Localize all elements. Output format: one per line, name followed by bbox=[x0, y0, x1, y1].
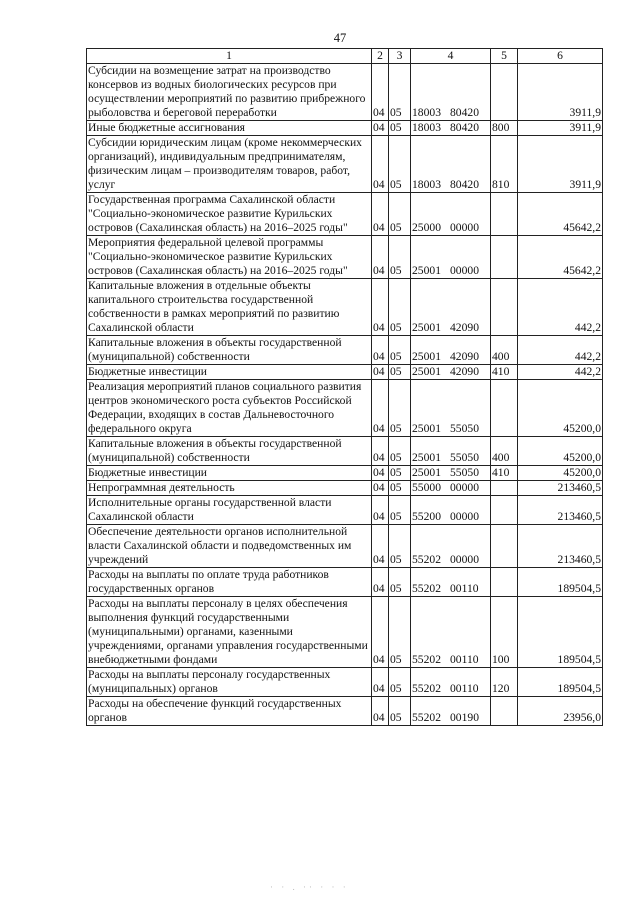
section-code: 04 bbox=[372, 365, 389, 380]
table-row bbox=[87, 136, 603, 193]
target-article-part2: 55050 bbox=[450, 422, 479, 435]
target-article-code bbox=[411, 525, 491, 568]
section-code: 04 bbox=[372, 496, 389, 525]
expense-type-code: 120 bbox=[491, 668, 518, 697]
row-name: Расходы на выплаты персоналу в целях обеспечения выполнения функций государственными (муниципальными) органами, казенными учреждениями, органами управления государственными внебюджетными фондами bbox=[87, 597, 372, 668]
subsection-code: 05 bbox=[389, 525, 411, 568]
target-article-code bbox=[411, 597, 491, 668]
amount: 189504,5 bbox=[518, 597, 603, 668]
target-article-code bbox=[411, 136, 491, 193]
row-name: Бюджетные инвестиции bbox=[87, 365, 372, 380]
target-article-code bbox=[411, 380, 491, 437]
subsection-code: 05 bbox=[389, 279, 411, 336]
target-article-part1: 25001 bbox=[412, 321, 441, 334]
amount: 45642,2 bbox=[518, 236, 603, 279]
target-article-part1: 55202 bbox=[412, 653, 441, 666]
section-code: 04 bbox=[372, 668, 389, 697]
expense-type-code bbox=[491, 525, 518, 568]
table-row bbox=[87, 236, 603, 279]
amount: 3911,9 bbox=[518, 136, 603, 193]
expense-type-code: 400 bbox=[491, 437, 518, 466]
row-name: Обеспечение деятельности органов исполнительной власти Сахалинской области и подведомственных им учреждений bbox=[87, 525, 372, 568]
subsection-code: 05 bbox=[389, 236, 411, 279]
target-article-part2: 55050 bbox=[450, 451, 479, 464]
target-article-part1: 55202 bbox=[412, 682, 441, 695]
target-article-part1: 25001 bbox=[412, 264, 441, 277]
row-name: Бюджетные инвестиции bbox=[87, 466, 372, 481]
column-header: 1 bbox=[87, 49, 372, 64]
subsection-code: 05 bbox=[389, 437, 411, 466]
amount: 45642,2 bbox=[518, 193, 603, 236]
target-article-part1: 18003 bbox=[412, 178, 441, 191]
section-code: 04 bbox=[372, 525, 389, 568]
expense-type-code bbox=[491, 568, 518, 597]
subsection-code: 05 bbox=[389, 568, 411, 597]
target-article-part2: 00000 bbox=[450, 264, 479, 277]
table-row bbox=[87, 365, 603, 380]
row-name: Капитальные вложения в отдельные объекты капитального строительства государственной собственности в рамках мероприятий по развитию Сахалинской области bbox=[87, 279, 372, 336]
column-header: 4 bbox=[411, 49, 491, 64]
target-article-code bbox=[411, 236, 491, 279]
target-article-part1: 25001 bbox=[412, 466, 441, 479]
section-code: 04 bbox=[372, 437, 389, 466]
target-article-part2: 80420 bbox=[450, 178, 479, 191]
row-name: Государственная программа Сахалинской области "Социально-экономическое развитие Курильских островов (Сахалинская область) на 2016–2025 годы" bbox=[87, 193, 372, 236]
target-article-code bbox=[411, 568, 491, 597]
amount: 45200,0 bbox=[518, 437, 603, 466]
row-name: Расходы на обеспечение функций государственных органов bbox=[87, 697, 372, 726]
target-article-part1: 55200 bbox=[412, 510, 441, 523]
section-code: 04 bbox=[372, 597, 389, 668]
target-article-part2: 80420 bbox=[450, 106, 479, 119]
target-article-code bbox=[411, 336, 491, 365]
expense-type-code: 100 bbox=[491, 597, 518, 668]
table-row bbox=[87, 481, 603, 496]
target-article-part2: 00000 bbox=[450, 221, 479, 234]
target-article-part2: 00110 bbox=[450, 582, 479, 595]
expense-type-code bbox=[491, 279, 518, 336]
subsection-code: 05 bbox=[389, 136, 411, 193]
expense-type-code: 810 bbox=[491, 136, 518, 193]
expense-type-code bbox=[491, 193, 518, 236]
subsection-code: 05 bbox=[389, 481, 411, 496]
expense-type-code bbox=[491, 236, 518, 279]
table-row bbox=[87, 336, 603, 365]
column-header: 3 bbox=[389, 49, 411, 64]
target-article-part1: 18003 bbox=[412, 106, 441, 119]
target-article-part2: 42090 bbox=[450, 365, 479, 378]
table-row bbox=[87, 568, 603, 597]
table-row bbox=[87, 597, 603, 668]
target-article-part1: 25001 bbox=[412, 422, 441, 435]
expense-type-code: 400 bbox=[491, 336, 518, 365]
target-article-code bbox=[411, 193, 491, 236]
target-article-code bbox=[411, 437, 491, 466]
section-code: 04 bbox=[372, 193, 389, 236]
target-article-part2: 42090 bbox=[450, 350, 479, 363]
table-row bbox=[87, 496, 603, 525]
section-code: 04 bbox=[372, 466, 389, 481]
subsection-code: 05 bbox=[389, 496, 411, 525]
column-header: 2 bbox=[372, 49, 389, 64]
amount: 213460,5 bbox=[518, 481, 603, 496]
target-article-part2: 00000 bbox=[450, 481, 479, 494]
amount: 189504,5 bbox=[518, 668, 603, 697]
column-header: 5 bbox=[491, 49, 518, 64]
target-article-part1: 55000 bbox=[412, 481, 441, 494]
target-article-part1: 25001 bbox=[412, 365, 441, 378]
target-article-code bbox=[411, 697, 491, 726]
subsection-code: 05 bbox=[389, 380, 411, 437]
row-name: Расходы на выплаты персоналу государственных (муниципальных) органов bbox=[87, 668, 372, 697]
target-article-part2: 00110 bbox=[450, 682, 479, 695]
subsection-code: 05 bbox=[389, 64, 411, 121]
row-name: Иные бюджетные ассигнования bbox=[87, 121, 372, 136]
expense-type-code bbox=[491, 481, 518, 496]
row-name: Субсидии юридическим лицам (кроме некоммерческих организаций), индивидуальным предпринимателям, физическим лицам – производителям товаров, работ, услуг bbox=[87, 136, 372, 193]
target-article-code bbox=[411, 481, 491, 496]
expense-type-code: 800 bbox=[491, 121, 518, 136]
section-code: 04 bbox=[372, 236, 389, 279]
target-article-part2: 42090 bbox=[450, 321, 479, 334]
section-code: 04 bbox=[372, 121, 389, 136]
row-name: Непрограммная деятельность bbox=[87, 481, 372, 496]
amount: 3911,9 bbox=[518, 121, 603, 136]
column-header: 6 bbox=[518, 49, 603, 64]
subsection-code: 05 bbox=[389, 193, 411, 236]
expense-type-code bbox=[491, 380, 518, 437]
subsection-code: 05 bbox=[389, 365, 411, 380]
table-row bbox=[87, 525, 603, 568]
amount: 45200,0 bbox=[518, 380, 603, 437]
target-article-part2: 80420 bbox=[450, 121, 479, 134]
table-row bbox=[87, 121, 603, 136]
target-article-code bbox=[411, 121, 491, 136]
target-article-part1: 25001 bbox=[412, 350, 441, 363]
row-name: Мероприятия федеральной целевой программы "Социально-экономическое развитие Курильских островов (Сахалинская область) на 2016–2025 годы" bbox=[87, 236, 372, 279]
expense-type-code bbox=[491, 697, 518, 726]
target-article-part1: 55202 bbox=[412, 711, 441, 724]
section-code: 04 bbox=[372, 380, 389, 437]
amount: 189504,5 bbox=[518, 568, 603, 597]
subsection-code: 05 bbox=[389, 668, 411, 697]
row-name: Субсидии на возмещение затрат на производство консервов из водных биологических ресурсов при осуществлении мероприятий по развитию прибрежного рыболовства и береговой переработки bbox=[87, 64, 372, 121]
amount: 23956,0 bbox=[518, 697, 603, 726]
target-article-code bbox=[411, 279, 491, 336]
row-name: Капитальные вложения в объекты государственной (муниципальной) собственности bbox=[87, 437, 372, 466]
target-article-code bbox=[411, 64, 491, 121]
target-article-part2: 00110 bbox=[450, 653, 479, 666]
target-article-code bbox=[411, 496, 491, 525]
target-article-part1: 25001 bbox=[412, 451, 441, 464]
amount: 442,2 bbox=[518, 365, 603, 380]
table-row bbox=[87, 193, 603, 236]
subsection-code: 05 bbox=[389, 697, 411, 726]
expense-type-code bbox=[491, 64, 518, 121]
amount: 442,2 bbox=[518, 279, 603, 336]
row-name: Исполнительные органы государственной власти Сахалинской области bbox=[87, 496, 372, 525]
table-row bbox=[87, 437, 603, 466]
header-row bbox=[87, 49, 603, 64]
amount: 213460,5 bbox=[518, 525, 603, 568]
subsection-code: 05 bbox=[389, 121, 411, 136]
subsection-code: 05 bbox=[389, 466, 411, 481]
table-row bbox=[87, 697, 603, 726]
row-name: Расходы на выплаты по оплате труда работников государственных органов bbox=[87, 568, 372, 597]
row-name: Капитальные вложения в объекты государственной (муниципальной) собственности bbox=[87, 336, 372, 365]
section-code: 04 bbox=[372, 697, 389, 726]
amount: 213460,5 bbox=[518, 496, 603, 525]
amount: 45200,0 bbox=[518, 466, 603, 481]
target-article-part1: 18003 bbox=[412, 121, 441, 134]
expense-type-code: 410 bbox=[491, 365, 518, 380]
subsection-code: 05 bbox=[389, 336, 411, 365]
subsection-code: 05 bbox=[389, 597, 411, 668]
page-number: 47 bbox=[333, 31, 347, 45]
table-row bbox=[87, 380, 603, 437]
target-article-part2: 00000 bbox=[450, 510, 479, 523]
table-row bbox=[87, 466, 603, 481]
section-code: 04 bbox=[372, 279, 389, 336]
target-article-part1: 25000 bbox=[412, 221, 441, 234]
table-row bbox=[87, 668, 603, 697]
table-row bbox=[87, 279, 603, 336]
target-article-part2: 55050 bbox=[450, 466, 479, 479]
section-code: 04 bbox=[372, 136, 389, 193]
section-code: 04 bbox=[372, 568, 389, 597]
section-code: 04 bbox=[372, 481, 389, 496]
budget-table bbox=[86, 48, 603, 726]
amount: 3911,9 bbox=[518, 64, 603, 121]
section-code: 04 bbox=[372, 64, 389, 121]
scan-noise: · · . ·· · · · bbox=[270, 882, 349, 892]
target-article-part2: 00190 bbox=[450, 711, 479, 724]
target-article-code bbox=[411, 365, 491, 380]
target-article-part1: 55202 bbox=[412, 553, 441, 566]
target-article-code bbox=[411, 466, 491, 481]
table-row bbox=[87, 64, 603, 121]
target-article-part2: 00000 bbox=[450, 553, 479, 566]
amount: 442,2 bbox=[518, 336, 603, 365]
expense-type-code: 410 bbox=[491, 466, 518, 481]
row-name: Реализация мероприятий планов социального развития центров экономического роста субъектов Российской Федерации, входящих в состав Дальневосточного федерального округа bbox=[87, 380, 372, 437]
section-code: 04 bbox=[372, 336, 389, 365]
expense-type-code bbox=[491, 496, 518, 525]
target-article-code bbox=[411, 668, 491, 697]
target-article-part1: 55202 bbox=[412, 582, 441, 595]
